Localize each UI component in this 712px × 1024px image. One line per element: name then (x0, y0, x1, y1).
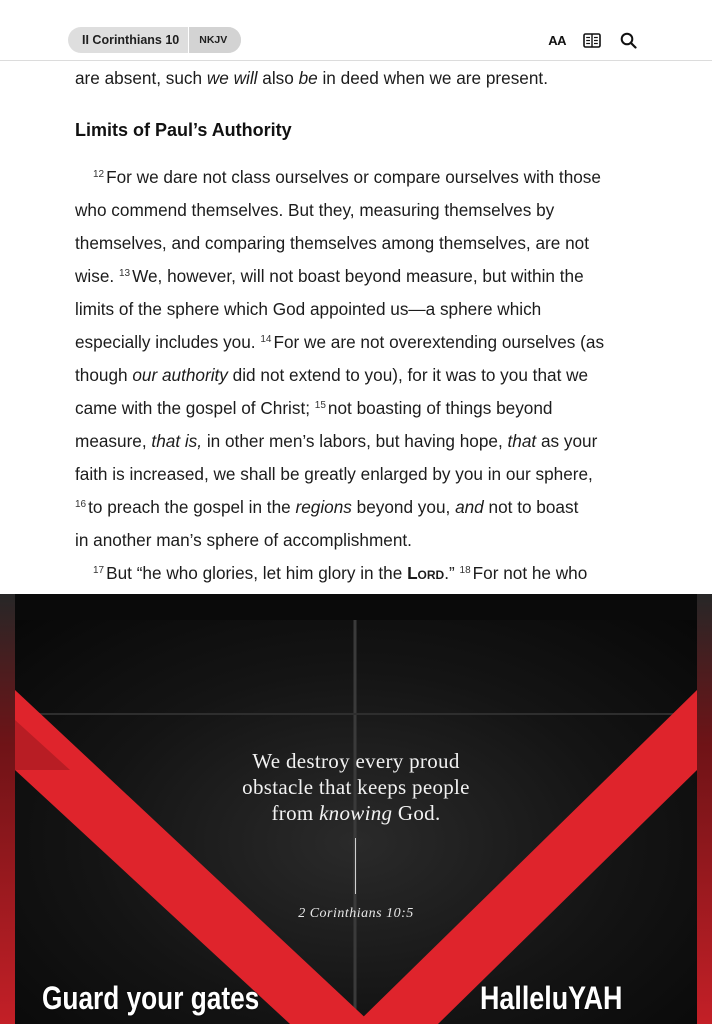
verse-15[interactable]: came with the gospel of Christ; $^{15}$ not boasting of things beyond (75, 398, 553, 418)
verse-14[interactable]: especially includes you. $^{14}$ For we are not overextending ourselves (as (75, 332, 605, 352)
verse-number: 18 (459, 565, 471, 576)
verse-line: measure, that is, in other men’s labors, but having hope, that as your (75, 431, 598, 451)
verse-number: 13 (118, 268, 131, 279)
verse-17[interactable]: $^{17}$ But “he who glories, let him glory in the Lord.” $^{18}$ For not he who (93, 563, 588, 583)
section-heading: Limits of Paul’s Authority (75, 120, 292, 140)
verse-line: are absent, such we will also be in deed when we are present. (75, 68, 548, 88)
quote-line: We destroy every proud (252, 749, 460, 773)
quote-line: obstacle that keeps people (242, 775, 470, 799)
verse-13[interactable]: wise. $^{13}$ We, however, will not boast beyond measure, but within the (75, 266, 584, 286)
poster-divider (355, 838, 356, 894)
poster-quote (140, 748, 572, 826)
verse-number: 14 (260, 334, 272, 345)
verse-line: who commend themselves. But they, measuring themselves by (75, 200, 555, 220)
version-selector[interactable]: NKJV (188, 27, 241, 53)
verse-12[interactable]: $^{12}$ For we dare not class ourselves or compare ourselves with those (93, 167, 601, 187)
verse-line: limits of the sphere which God appointed us—a sphere which (75, 299, 542, 319)
verse-line: themselves, and comparing themselves among themselves, are not (75, 233, 589, 253)
book-chapter-label[interactable]: II Corinthians 10 (82, 33, 180, 47)
verse-number: 12 (93, 169, 105, 180)
reader-view-icon[interactable] (582, 30, 602, 50)
poster-reference: 2 Corinthians 10:5 (298, 906, 414, 921)
top-bar-actions (548, 30, 638, 50)
verse-number: 17 (93, 565, 105, 576)
search-icon[interactable] (618, 30, 638, 50)
caption-right: HalleluYAH (480, 980, 623, 1016)
quote-line: from knowing God. (271, 801, 441, 825)
verse-line: though our authority did not extend to you), for it was to you that we (75, 365, 589, 385)
book-chapter-selector[interactable] (68, 27, 241, 53)
verse-16[interactable]: $^{16}$ to preach the gospel in the regions beyond you, and not to boast (75, 497, 579, 517)
caption-left: Guard your gates (42, 980, 260, 1016)
verse-line: in another man’s sphere of accomplishment. (75, 530, 412, 550)
verse-number: 15 (314, 400, 326, 411)
verse-number: 16 (75, 499, 87, 510)
text-size-icon[interactable]: AA (548, 32, 566, 48)
top-app-bar (0, 0, 712, 61)
verse-line: faith is increased, we shall be greatly enlarged by you in our sphere, (75, 464, 593, 484)
